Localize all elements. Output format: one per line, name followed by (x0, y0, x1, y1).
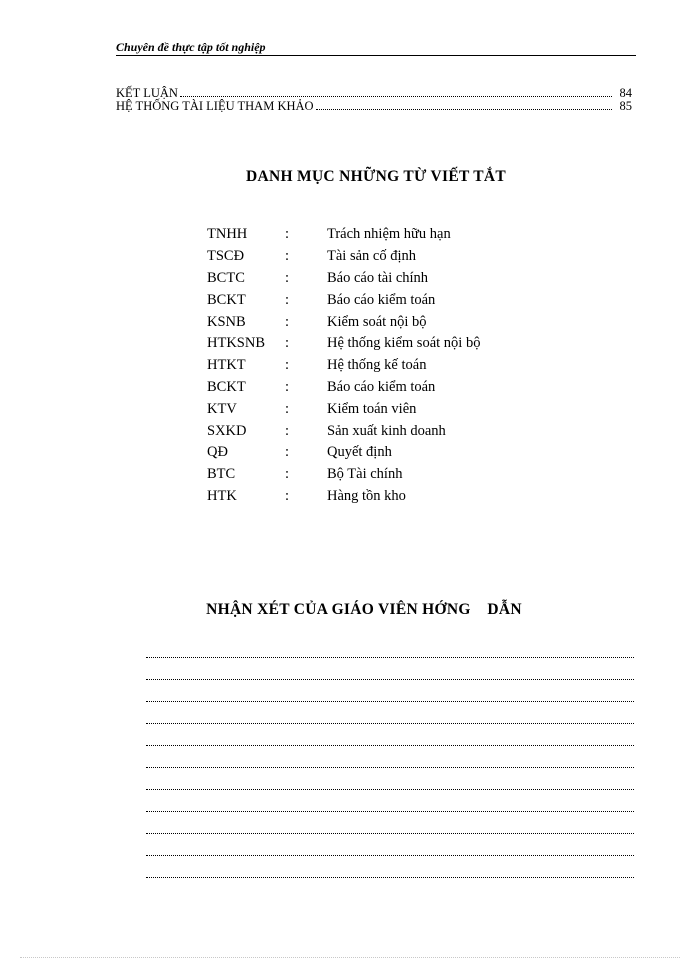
abbreviation-separator: : (285, 487, 290, 504)
abbreviation-separator: : (285, 291, 290, 308)
abbreviation-row (207, 311, 480, 333)
abbreviation-row (207, 398, 480, 420)
blank-dotted-line (146, 724, 634, 746)
review-blank-lines (146, 636, 634, 878)
toc-label: KẾT LUẬN (116, 86, 178, 100)
toc-leader (180, 96, 612, 97)
table-of-contents (116, 87, 632, 113)
abbreviation-row (207, 464, 480, 486)
abbreviation-meaning: Kiểm toán viên (327, 400, 417, 417)
abbreviation-row (207, 289, 480, 311)
abbreviation-code: SXKD (207, 422, 247, 439)
abbreviation-separator: : (285, 226, 290, 243)
abbreviation-meaning: Báo cáo kiểm toán (327, 378, 436, 395)
header-title: Chuyên đề thực tập tốt nghiệp (116, 40, 266, 54)
abbreviation-row (207, 420, 480, 442)
abbreviation-separator: : (285, 466, 290, 483)
abbreviation-meaning: Tài sản cố định (327, 248, 416, 265)
abbreviation-meaning: Trách nhiệm hữu hạn (327, 226, 451, 243)
blank-dotted-line (146, 768, 634, 790)
abbreviation-separator: : (285, 400, 290, 417)
abbreviation-meaning: Kiểm soát nội bộ (327, 313, 427, 330)
abbreviation-code: HTK (207, 487, 237, 504)
abbreviation-meaning: Sản xuất kinh doanh (327, 422, 446, 439)
page-header (116, 40, 636, 56)
blank-dotted-line (146, 680, 634, 702)
toc-label: HỆ THỐNG TÀI LIỆU THAM KHẢO (116, 99, 314, 113)
abbreviation-row (207, 486, 480, 508)
blank-dotted-line (146, 812, 634, 834)
toc-page: 84 (619, 86, 632, 100)
abbreviation-separator: : (285, 357, 290, 374)
abbreviation-code: KSNB (207, 313, 246, 330)
abbreviation-code: BCKT (207, 291, 246, 308)
abbreviation-meaning: Bộ Tài chính (327, 466, 403, 483)
abbreviation-row (207, 442, 480, 464)
abbreviation-separator: : (285, 269, 290, 286)
abbreviation-row (207, 333, 480, 355)
abbreviation-row (207, 355, 480, 377)
blank-dotted-line (146, 790, 634, 812)
abbreviation-row (207, 268, 480, 290)
abbreviation-meaning: Hệ thống kiểm soát nội bộ (327, 335, 481, 352)
abbreviation-code: BTC (207, 466, 236, 483)
abbreviation-code: HTKSNB (207, 335, 266, 352)
abbreviation-code: BCTC (207, 269, 245, 286)
blank-dotted-line (146, 834, 634, 856)
abbreviations-list (207, 224, 480, 507)
abbreviation-code: KTV (207, 400, 237, 417)
footer-rule (20, 957, 680, 958)
blank-dotted-line (146, 658, 634, 680)
blank-dotted-line (146, 746, 634, 768)
blank-dotted-line (146, 636, 634, 658)
blank-dotted-line (146, 856, 634, 878)
abbreviation-row (207, 224, 480, 246)
abbreviation-separator: : (285, 313, 290, 330)
abbreviation-code: TNHH (207, 226, 248, 243)
abbreviation-separator: : (285, 422, 290, 439)
abbreviations-title: DANH MỤC NHỮNG TỪ VIẾT TẮT (246, 168, 506, 185)
abbreviation-meaning: Báo cáo kiểm toán (327, 291, 436, 308)
abbreviation-code: TSCĐ (207, 248, 245, 265)
abbreviation-separator: : (285, 248, 290, 265)
abbreviation-separator: : (285, 335, 290, 352)
toc-page: 85 (619, 99, 632, 113)
abbreviation-separator: : (285, 444, 290, 461)
abbreviation-row (207, 377, 480, 399)
abbreviation-code: QĐ (207, 444, 228, 461)
abbreviation-code: HTKT (207, 357, 246, 374)
blank-dotted-line (146, 702, 634, 724)
abbreviation-meaning: Báo cáo tài chính (327, 269, 429, 286)
toc-leader (316, 109, 612, 110)
abbreviation-meaning: Hệ thống kế toán (327, 357, 427, 374)
abbreviation-meaning: Hàng tồn kho (327, 487, 406, 504)
review-title: NHẬN XÉT CỦA GIÁO VIÊN HỚNG DẪN (206, 601, 522, 618)
toc-entry (116, 100, 632, 113)
abbreviation-code: BCKT (207, 378, 246, 395)
abbreviation-separator: : (285, 378, 290, 395)
abbreviation-row (207, 246, 480, 268)
abbreviation-meaning: Quyết định (327, 444, 392, 461)
